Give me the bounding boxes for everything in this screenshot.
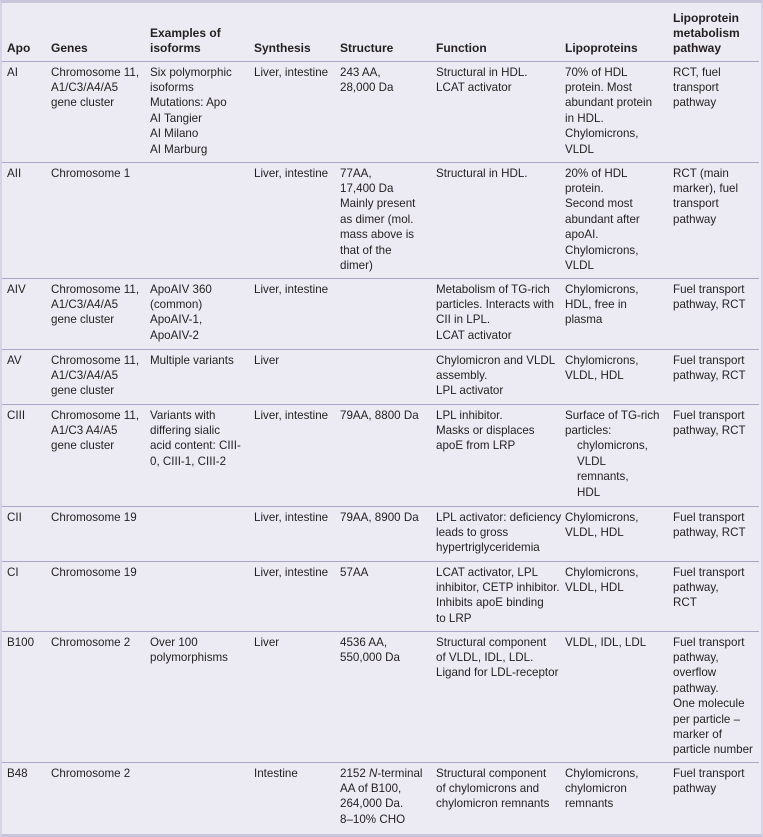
cell-pathway-line: pathway, RCT <box>673 423 746 437</box>
cell-synthesis <box>249 162 335 278</box>
cell-function-line: chylomicron remnants <box>436 797 550 811</box>
header-lipoproteins-line: Lipoproteins <box>565 40 638 55</box>
cell-synthesis-line: Intestine <box>254 766 298 780</box>
cell-lipoproteins-line: VLDL <box>565 142 595 156</box>
cell-structure-line: as dimer (mol. <box>340 212 414 226</box>
cell-structure-line: AA of B100, <box>340 781 402 795</box>
cell-pathway-line: pathway <box>673 781 717 795</box>
cell-apo <box>2 561 46 631</box>
cell-lipoproteins <box>560 162 668 278</box>
cell-function-line: LPL inhibitor. <box>436 408 503 422</box>
cell-isoforms <box>145 762 249 833</box>
cell-genes-line: gene cluster <box>51 384 115 398</box>
cell-lipoproteins <box>560 404 668 506</box>
cell-apo-line: CI <box>7 565 19 579</box>
cell-function-line: LCAT activator <box>436 80 512 94</box>
cell-lipoproteins-line: HDL <box>577 485 601 499</box>
cell-genes-line: gene cluster <box>51 96 115 110</box>
cell-lipoproteins-line: in HDL. <box>565 111 604 125</box>
cell-lipoproteins-line: 20% of HDL <box>565 166 628 180</box>
cell-pathway-line: Fuel transport <box>673 408 745 422</box>
header-apo-line: Apo <box>7 40 31 55</box>
cell-structure <box>335 278 431 349</box>
cell-lipoproteins <box>560 561 668 631</box>
cell-genes-line: gene cluster <box>51 439 115 453</box>
cell-isoforms-line: AI Marburg <box>150 142 208 156</box>
cell-lipoproteins <box>560 631 668 762</box>
header-genes-line: Genes <box>51 40 88 55</box>
cell-genes-line: Chromosome 11, <box>51 408 140 422</box>
cell-structure-line: that of the <box>340 243 392 257</box>
cell-apo <box>2 278 46 349</box>
cell-lipoproteins-line: VLDL, HDL <box>565 525 624 539</box>
header-synthesis-line: Synthesis <box>254 40 311 55</box>
header-synthesis <box>249 3 335 61</box>
cell-lipoproteins-line: VLDL, HDL <box>565 368 624 382</box>
cell-isoforms <box>145 278 249 349</box>
cell-isoforms-line: Mutations: Apo <box>150 96 227 110</box>
cell-pathway-line: pathway, <box>673 650 719 664</box>
cell-structure-line: 264,000 Da. <box>340 797 404 811</box>
cell-function-line: to LRP <box>436 611 472 625</box>
header-isoforms-line: Examples of <box>150 25 221 40</box>
cell-synthesis-line: Liver <box>254 635 280 649</box>
cell-function-line: Chylomicron and VLDL <box>436 353 556 367</box>
cell-isoforms-line: polymorphisms <box>150 650 228 664</box>
cell-lipoproteins-line: Chylomicrons, <box>565 353 639 367</box>
cell-lipoproteins-line: VLDL, IDL, LDL <box>565 635 647 649</box>
cell-apo <box>2 762 46 833</box>
cell-function <box>431 631 560 762</box>
cell-lipoproteins-line: Chylomicrons, <box>565 282 639 296</box>
cell-apo <box>2 631 46 762</box>
cell-structure <box>335 762 431 833</box>
cell-lipoproteins-line: protein. <box>565 181 604 195</box>
cell-isoforms <box>145 561 249 631</box>
cell-genes <box>46 631 145 762</box>
cell-structure-line: 77AA, <box>340 166 372 180</box>
cell-structure-line: 79AA, 8900 Da <box>340 510 419 524</box>
cell-isoforms-line: Variants with <box>150 408 216 422</box>
cell-structure-line: 28,000 Da <box>340 80 394 94</box>
header-isoforms <box>145 3 249 61</box>
cell-genes-line: A1/C3/A4/A5 <box>51 368 119 382</box>
cell-genes-line: Chromosome 19 <box>51 565 137 579</box>
cell-lipoproteins-line: remnants <box>565 797 614 811</box>
cell-lipoproteins <box>560 278 668 349</box>
table-row <box>2 278 759 349</box>
table-row <box>2 349 759 404</box>
cell-synthesis <box>249 61 335 162</box>
header-pathway <box>668 3 759 61</box>
cell-isoforms-line: Over 100 <box>150 635 198 649</box>
cell-isoforms-line: (common) <box>150 297 203 311</box>
cell-synthesis-line: Liver <box>254 353 280 367</box>
cell-function-line: Structural component <box>436 635 547 649</box>
cell-pathway-line: per particle – <box>673 712 741 726</box>
cell-apo-line: AII <box>7 166 22 180</box>
cell-pathway-line: Fuel transport <box>673 282 745 296</box>
cell-pathway-line: Fuel transport <box>673 510 745 524</box>
cell-isoforms <box>145 506 249 561</box>
cell-pathway-line: RCT <box>673 596 697 610</box>
cell-lipoproteins-line: Chylomicrons, <box>565 565 639 579</box>
cell-isoforms-line: ApoAIV-2 <box>150 328 199 342</box>
cell-genes <box>46 278 145 349</box>
table-row <box>2 631 759 762</box>
cell-genes-line: Chromosome 19 <box>51 510 137 524</box>
cell-structure <box>335 506 431 561</box>
cell-pathway-line: pathway. <box>673 681 719 695</box>
cell-pathway <box>668 762 759 833</box>
cell-genes <box>46 762 145 833</box>
cell-function-line: apoE from LRP <box>436 439 516 453</box>
cell-lipoproteins-line: VLDL <box>565 258 595 272</box>
cell-synthesis-line: Liver, intestine <box>254 65 329 79</box>
cell-apo-line: CIII <box>7 408 26 422</box>
cell-structure <box>335 561 431 631</box>
cell-function-line: Structural in HDL. <box>436 166 528 180</box>
cell-synthesis <box>249 506 335 561</box>
cell-isoforms-line: AI Milano <box>150 127 199 141</box>
cell-function-line: leads to gross <box>436 525 509 539</box>
cell-genes <box>46 561 145 631</box>
header-lipoproteins <box>560 3 668 61</box>
cell-pathway <box>668 61 759 162</box>
cell-pathway-line: Fuel transport <box>673 353 745 367</box>
cell-pathway-line: pathway, RCT <box>673 368 746 382</box>
cell-genes <box>46 404 145 506</box>
cell-synthesis-line: Liver, intestine <box>254 565 329 579</box>
cell-isoforms-line: differing sialic <box>150 423 221 437</box>
cell-lipoproteins-line: 70% of HDL <box>565 65 628 79</box>
cell-genes-line: Chromosome 2 <box>51 766 131 780</box>
cell-function-line: CII in LPL. <box>436 313 491 327</box>
table-row <box>2 61 759 162</box>
cell-synthesis-line: Liver, intestine <box>254 408 329 422</box>
cell-synthesis <box>249 762 335 833</box>
cell-lipoproteins-line: plasma <box>565 313 603 327</box>
apolipoprotein-table <box>2 3 759 833</box>
cell-pathway-line: RCT, fuel <box>673 65 721 79</box>
cell-pathway-line: pathway, <box>673 580 719 594</box>
cell-structure-line: 550,000 Da <box>340 650 400 664</box>
cell-structure-line: Mainly present <box>340 197 416 211</box>
cell-isoforms-line: ApoAIV 360 <box>150 282 212 296</box>
cell-isoforms <box>145 349 249 404</box>
cell-apo <box>2 349 46 404</box>
cell-synthesis <box>249 631 335 762</box>
cell-pathway <box>668 506 759 561</box>
cell-structure-line: 8–10% CHO <box>340 812 406 826</box>
cell-genes-line: Chromosome 11, <box>51 353 140 367</box>
cell-apo-line: AV <box>7 353 22 367</box>
cell-lipoproteins-line: chylomicron <box>565 781 627 795</box>
cell-isoforms-line: AI Tangier <box>150 111 202 125</box>
cell-function-line: LCAT activator <box>436 328 512 342</box>
cell-function-line: of chylomicrons and <box>436 781 540 795</box>
cell-pathway-line: pathway, RCT <box>673 297 746 311</box>
cell-apo <box>2 61 46 162</box>
cell-lipoproteins-line: abundant protein <box>565 96 653 110</box>
cell-structure <box>335 349 431 404</box>
header-function <box>431 3 560 61</box>
cell-structure-line: 243 AA, <box>340 65 381 79</box>
cell-isoforms <box>145 61 249 162</box>
cell-pathway-line: transport <box>673 197 719 211</box>
cell-function <box>431 506 560 561</box>
cell-function-line: LPL activator: deficiency <box>436 510 562 524</box>
cell-isoforms-line: acid content: CIII- <box>150 439 241 453</box>
cell-lipoproteins <box>560 506 668 561</box>
header-pathway-line: pathway <box>673 40 722 55</box>
cell-function-line: Metabolism of TG-rich <box>436 282 550 296</box>
cell-function <box>431 762 560 833</box>
cell-lipoproteins <box>560 762 668 833</box>
cell-lipoproteins-line: VLDL <box>577 454 607 468</box>
cell-pathway <box>668 631 759 762</box>
cell-lipoproteins-line: Chylomicrons, <box>565 243 639 257</box>
cell-apo-line: CII <box>7 510 22 524</box>
table-body <box>2 61 759 833</box>
cell-apo-line: AI <box>7 65 18 79</box>
cell-structure-line: 79AA, 8800 Da <box>340 408 419 422</box>
cell-pathway-line: pathway <box>673 96 717 110</box>
cell-structure <box>335 631 431 762</box>
cell-function-line: assembly. <box>436 368 488 382</box>
cell-function-line: inhibitor, CETP inhibitor. <box>436 580 560 594</box>
cell-function-line: Structural component <box>436 766 547 780</box>
cell-isoforms <box>145 162 249 278</box>
cell-pathway <box>668 561 759 631</box>
cell-function <box>431 404 560 506</box>
cell-pathway-line: pathway, RCT <box>673 525 746 539</box>
cell-lipoproteins-line: HDL, free in <box>565 297 627 311</box>
cell-lipoproteins-line: protein. Most <box>565 80 633 94</box>
cell-pathway <box>668 162 759 278</box>
cell-apo-line: AIV <box>7 282 26 296</box>
cell-function <box>431 162 560 278</box>
cell-isoforms <box>145 404 249 506</box>
cell-pathway-line: overflow <box>673 666 717 680</box>
cell-genes <box>46 506 145 561</box>
cell-apo-line: B100 <box>7 635 35 649</box>
table-row <box>2 404 759 506</box>
cell-lipoproteins <box>560 61 668 162</box>
cell-synthesis <box>249 561 335 631</box>
header-isoforms-line: isoforms <box>150 40 201 55</box>
cell-function <box>431 278 560 349</box>
cell-structure-line: 2152 N-terminal <box>340 766 423 780</box>
cell-lipoproteins-line: apoAI. <box>565 228 599 242</box>
cell-structure <box>335 162 431 278</box>
table-row <box>2 561 759 631</box>
cell-pathway <box>668 404 759 506</box>
cell-genes-line: Chromosome 1 <box>51 166 131 180</box>
cell-synthesis-line: Liver, intestine <box>254 166 329 180</box>
cell-function-line: Structural in HDL. <box>436 65 528 79</box>
cell-pathway <box>668 349 759 404</box>
cell-apo <box>2 162 46 278</box>
cell-function-line: particles. Interacts with <box>436 297 554 311</box>
header-structure-line: Structure <box>340 40 394 55</box>
cell-pathway-line: marker of <box>673 727 722 741</box>
cell-pathway-line: Fuel transport <box>673 565 745 579</box>
cell-isoforms-line: isoforms <box>150 80 194 94</box>
cell-structure-line: 17,400 Da <box>340 181 394 195</box>
cell-isoforms-line: Six polymorphic <box>150 65 232 79</box>
header-structure <box>335 3 431 61</box>
cell-pathway-line: particle number <box>673 743 753 757</box>
cell-function-line: LCAT activator, LPL <box>436 565 539 579</box>
cell-genes-line: A1/C3/A4/A5 <box>51 297 119 311</box>
cell-function-line: LPL activator <box>436 384 504 398</box>
cell-isoforms-line: 0, CIII-1, CIII-2 <box>150 454 227 468</box>
header-pathway-line: metabolism <box>673 25 740 40</box>
table-row <box>2 762 759 833</box>
table-row <box>2 506 759 561</box>
cell-lipoproteins-line: chylomicrons, <box>577 439 648 453</box>
cell-structure-line: 57AA <box>340 565 369 579</box>
header-function-line: Function <box>436 40 487 55</box>
cell-genes-line: A1/C3 A4/A5 <box>51 423 118 437</box>
cell-lipoproteins-line: Surface of TG-rich <box>565 408 660 422</box>
cell-structure-line: mass above is <box>340 228 415 242</box>
cell-pathway-line: Fuel transport <box>673 766 745 780</box>
cell-lipoproteins-line: remnants, <box>577 470 629 484</box>
cell-function-line: Inhibits apoE binding <box>436 596 544 610</box>
cell-pathway-line: Fuel transport <box>673 635 745 649</box>
cell-genes-line: A1/C3/A4/A5 <box>51 80 119 94</box>
cell-lipoproteins-line: Second most <box>565 197 633 211</box>
table-row <box>2 162 759 278</box>
cell-genes <box>46 61 145 162</box>
cell-lipoproteins-line: Chylomicrons, <box>565 766 639 780</box>
cell-apo-line: B48 <box>7 766 28 780</box>
cell-function <box>431 349 560 404</box>
header-genes <box>46 3 145 61</box>
cell-lipoproteins-line: VLDL, HDL <box>565 580 624 594</box>
cell-lipoproteins-line: abundant after <box>565 212 640 226</box>
cell-synthesis <box>249 404 335 506</box>
header-pathway-line: Lipoprotein <box>673 10 739 25</box>
cell-pathway-line: RCT (main <box>673 166 729 180</box>
header-apo <box>2 3 46 61</box>
cell-genes <box>46 162 145 278</box>
cell-lipoproteins <box>560 349 668 404</box>
cell-function-line: hypertriglyceridemia <box>436 541 540 555</box>
cell-function <box>431 561 560 631</box>
cell-structure <box>335 404 431 506</box>
cell-genes-line: Chromosome 11, <box>51 65 140 79</box>
cell-isoforms-line: Multiple variants <box>150 353 234 367</box>
cell-lipoproteins-line: particles: <box>565 423 612 437</box>
header-row <box>2 3 759 61</box>
cell-pathway-line: pathway <box>673 212 717 226</box>
cell-function <box>431 61 560 162</box>
cell-apo <box>2 404 46 506</box>
cell-synthesis-line: Liver, intestine <box>254 510 329 524</box>
cell-apo <box>2 506 46 561</box>
cell-structure <box>335 61 431 162</box>
cell-structure-line: dimer) <box>340 258 373 272</box>
cell-isoforms-line: ApoAIV-1, <box>150 313 203 327</box>
cell-lipoproteins-line: Chylomicrons, <box>565 510 639 524</box>
cell-genes-line: gene cluster <box>51 313 115 327</box>
cell-pathway-line: One molecule <box>673 697 745 711</box>
cell-lipoproteins-line: Chylomicrons, <box>565 127 639 141</box>
cell-pathway-line: transport <box>673 80 719 94</box>
cell-function-line: Ligand for LDL-receptor <box>436 666 559 680</box>
cell-synthesis <box>249 278 335 349</box>
cell-synthesis-line: Liver, intestine <box>254 282 329 296</box>
cell-pathway-line: marker), fuel <box>673 181 739 195</box>
cell-function-line: of VLDL, IDL, LDL. <box>436 650 534 664</box>
cell-genes-line: Chromosome 11, <box>51 282 140 296</box>
cell-function-line: Masks or displaces <box>436 423 535 437</box>
cell-synthesis <box>249 349 335 404</box>
cell-pathway <box>668 278 759 349</box>
cell-isoforms <box>145 631 249 762</box>
cell-structure-line: 4536 AA, <box>340 635 388 649</box>
cell-genes <box>46 349 145 404</box>
cell-genes-line: Chromosome 2 <box>51 635 131 649</box>
